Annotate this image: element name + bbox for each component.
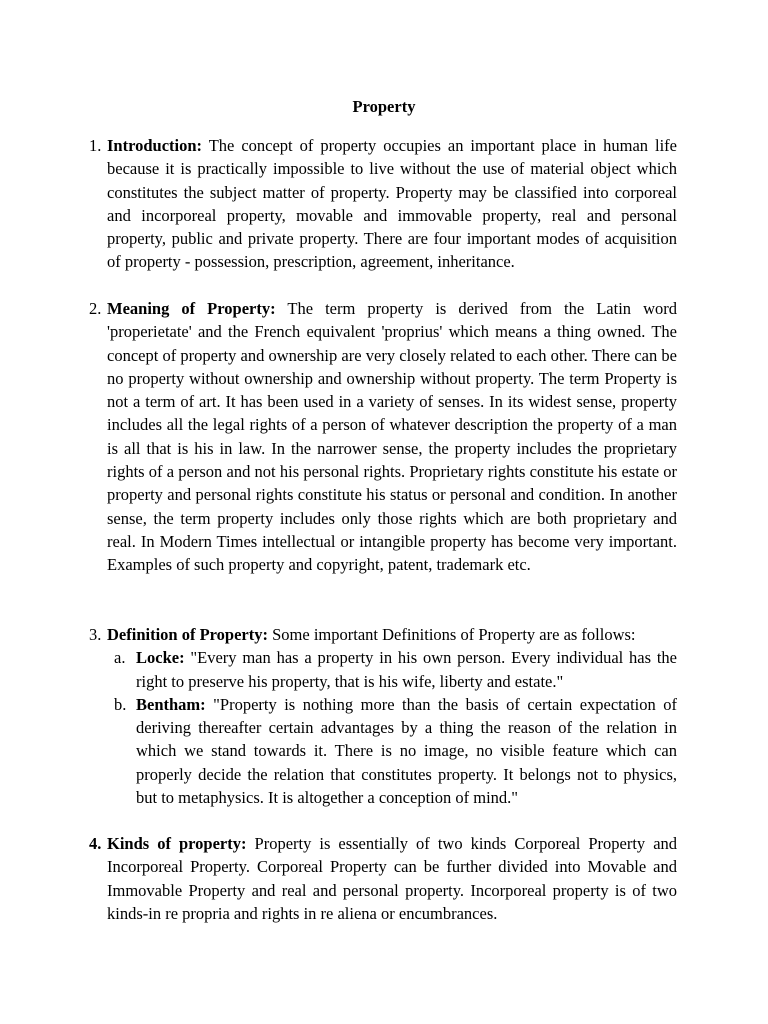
subitem-text: "Property is nothing more than the basis of certain expectation of deriving thereafter certain advantages by a thing the reason of the relation in which we stand towards it. There is no image, no visible feature which can properly decide the relation that constitutes property. It belongs not to physics, but to metaphysics. It is altogether a conception of mind." <box>136 694 677 808</box>
section-introduction <box>89 134 677 274</box>
page-title: Property <box>352 97 416 116</box>
section-heading: Definition of Property: <box>107 625 268 644</box>
section-number: 4. <box>89 834 102 853</box>
subitem-letter: a. <box>114 648 126 668</box>
section-meaning <box>89 297 678 577</box>
subitem-heading: Locke: <box>136 648 185 668</box>
section-paragraph <box>107 623 677 646</box>
section-paragraph <box>107 134 677 274</box>
subitem-letter: b. <box>114 694 127 714</box>
section-number: 2. <box>89 299 102 318</box>
section-text: Some important Definitions of Property are as follows: <box>272 625 636 644</box>
subitem-heading: Bentham: <box>136 694 206 714</box>
definition-item-locke <box>114 646 678 693</box>
subitem-text: "Every man has a property in his own person. Every individual has the right to preserve his property, that is his wife, liberty and estate." <box>136 648 678 691</box>
section-heading: Introduction: <box>107 136 203 155</box>
section-number: 1. <box>89 136 102 155</box>
section-definition <box>89 623 678 809</box>
subitem-paragraph <box>136 693 677 809</box>
section-text: The concept of property occupies an important place in human life because it is practically impossible to live without the use of material object which constitutes the subject matter of property. Property may be classified into corporeal and incorporeal property, movable and immovable property, real and personal property, public and private property. There are four important modes of acquisition of property - possession, prescription, agreement, inheritance. <box>107 136 677 272</box>
section-paragraph <box>107 297 677 577</box>
section-text: Property is essentially of two kinds Corporeal Property and Incorporeal Property. Corporeal Property can be further divided into Movable and Immovable Property and real and personal property. Incorporeal property is of two kinds-in re propria and rights in re aliena or encumbrances. <box>107 834 678 923</box>
section-heading: Meaning of Property: <box>107 299 276 318</box>
section-heading: Kinds of property: <box>107 834 247 853</box>
definition-item-bentham <box>114 693 677 809</box>
section-number: 3. <box>89 625 102 644</box>
section-kinds <box>89 832 678 925</box>
section-text: The term property is derived from the Latin word 'properietate' and the French equivalent 'proprius' which means a thing owned. The concept of property and ownership are very closely related to each other. There can be no property without ownership and ownership without property. The term Property is not a term of art. It has been used in a variety of senses. In its widest sense, property includes all the legal rights of a person of whatever description the property of a man is all that is his in law. In the narrower sense, the property includes the proprietary rights of a person and not his personal rights. Proprietary rights constitute his estate or property and personal rights constitute his status or personal and condition. In another sense, the term property includes only those rights which are both proprietary and real. In Modern Times intellectual or intangible property has become very important. Examples of such property and copyright, patent, trademark etc. <box>107 299 678 575</box>
section-paragraph <box>107 832 677 925</box>
subitem-paragraph <box>136 646 677 693</box>
